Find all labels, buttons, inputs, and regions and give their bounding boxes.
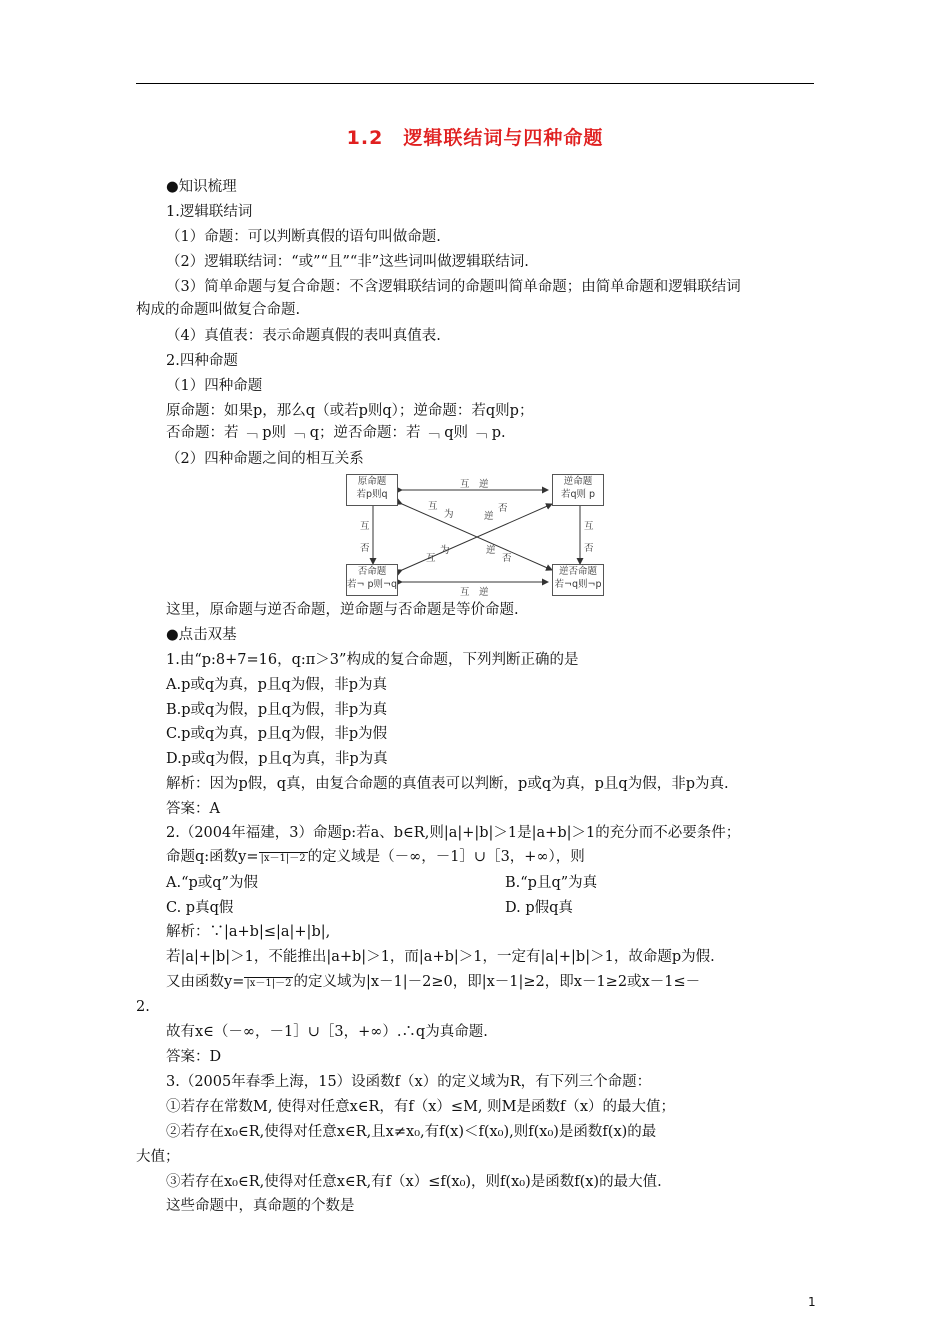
label-diag-2b: 为 [440, 545, 450, 556]
box-converse-proposition [552, 474, 604, 506]
section-heading-basics: ●点击双基 [166, 627, 237, 643]
label-diag-3: 逆 [484, 511, 494, 522]
text-span: 的定义域是（－∞，－1］∪［3，+∞），则 [307, 849, 585, 865]
option-2a: A.“p或q”为假 [166, 875, 258, 891]
statement-3-2-cont: 大值； [136, 1149, 180, 1165]
text-line: （1）四种命题 [166, 378, 263, 394]
box-formula: 若p则q [356, 489, 388, 500]
label-diag-4: 否 [498, 503, 508, 514]
text-span: 又由函数y= [166, 974, 245, 990]
text-line: （2）四种命题之间的相互关系 [166, 451, 364, 467]
question-2: 2.（2004年福建，3）命题p:若a、b∈R,则|a|+|b|＞1是|a+b|＞1的充分而不必要条件； [166, 825, 741, 841]
top-rule [136, 83, 814, 84]
sqrt-radicand: |x－1|－2 [246, 978, 292, 989]
box-label: 原命题 [357, 476, 387, 487]
solution-2-line-1: 解析：∵|a+b|≤|a|+|b|, [166, 924, 331, 940]
solution-2-line-4: 2. [136, 999, 150, 1015]
option-2d: D. p假q真 [505, 900, 573, 916]
label-right-2: 否 [584, 543, 594, 554]
sqrt-expression [244, 977, 293, 989]
box-contrapositive-proposition [552, 564, 604, 596]
text-line: 构成的命题叫做复合命题. [136, 302, 301, 318]
text-line: （4）真值表：表示命题真假的表叫真值表. [166, 328, 441, 344]
label-bottom-converse: 互 逆 [460, 587, 489, 598]
label-left-1: 互 [360, 521, 370, 532]
label-diag-2: 为 [444, 509, 454, 520]
option-1d: D.p或q为假，p且q为真，非p为真 [166, 751, 388, 767]
question-3: 3.（2005年春季上海，15）设函数f（x）的定义域为R，有下列三个命题： [166, 1074, 652, 1090]
box-label: 否命题 [357, 566, 387, 577]
box-inverse-proposition [346, 564, 398, 596]
text-line: 这里，原命题与逆否命题，逆命题与否命题是等价命题. [166, 602, 519, 618]
box-formula: 若¬ p则¬q [347, 579, 398, 590]
label-diag-1b: 互 [426, 553, 436, 564]
statement-3-2: ②若存在x₀∈R,使得对任意x∈R,且x≠x₀,有f(x)＜f(x₀),则f(x₀)是函数f(x)的最 [166, 1124, 657, 1140]
box-formula: 若¬q则¬p [554, 579, 602, 590]
answer-2: 答案：D [166, 1049, 222, 1065]
question-1: 1.由“p:8+7=16，q:π＞3”构成的复合命题，下列判断正确的是 [166, 652, 579, 668]
option-1a: A.p或q为真，p且q为假，非p为真 [166, 677, 387, 693]
label-left-2: 否 [360, 543, 370, 554]
solution-1: 解析：因为p假，q真，由复合命题的真值表可以判断，p或q为真，p且q为假，非p为真. [166, 776, 729, 792]
text-span: 命题q:函数y= [166, 849, 259, 865]
section-heading-knowledge: ●知识梳理 [166, 179, 237, 195]
answer-1: 答案：A [166, 801, 220, 817]
text-line: （2）逻辑联结词：“或”“且”“非”这些词叫做逻辑联结词. [166, 254, 529, 270]
text-line: （1）命题：可以判断真假的语句叫做命题. [166, 229, 441, 245]
box-original-proposition [346, 474, 398, 506]
page-number: 1 [808, 1295, 816, 1309]
sqrt-expression [259, 852, 308, 864]
box-label: 逆命题 [563, 476, 593, 487]
solution-2-line-5: 故有x∈（－∞，－1］∪［3，+∞）.∴q为真命题. [166, 1024, 488, 1040]
box-label: 逆否命题 [558, 566, 597, 577]
text-line: （3）简单命题与复合命题：不含逻辑联结词的命题叫简单命题；由简单命题和逻辑联结词 [166, 279, 741, 295]
label-right-1: 互 [584, 521, 594, 532]
option-1c: C.p或q为真，p且q为假，非p为假 [166, 726, 388, 742]
solution-2-line-3 [166, 972, 700, 994]
question-2-line-2 [166, 847, 585, 869]
label-diag-3b: 逆 [486, 545, 496, 556]
box-formula: 若q则 p [560, 489, 596, 500]
label-top-converse: 互 逆 [460, 479, 489, 490]
sqrt-radicand: |x－1|－2 [260, 853, 306, 864]
option-1b: B.p或q为假，p且q为假，非p为真 [166, 702, 388, 718]
label-diag-4b: 否 [502, 553, 512, 564]
subheading-connectives: 1.逻辑联结词 [166, 204, 253, 220]
text-line: 原命题：如果p，那么q（或若p则q）；逆命题：若q则p； [166, 403, 534, 419]
subheading-four-propositions: 2.四种命题 [166, 353, 238, 369]
statement-3-3: ③若存在x₀∈R,使得对任意x∈R,有f（x）≤f(x₀)，则f(x₀)是函数f(x)的最大值. [166, 1174, 662, 1190]
text-span: 的定义域为|x－1|－2≥0，即|x－1|≥2，即x－1≥2或x－1≤－ [293, 974, 701, 990]
proposition-relations-diagram [340, 470, 610, 598]
question-3-prompt: 这些命题中，真命题的个数是 [166, 1198, 355, 1214]
text-line: 否命题：若 ﹁ p则 ﹁ q；逆否命题：若 ﹁ q则 ﹁ p. [166, 425, 506, 441]
option-2c: C. p真q假 [166, 900, 234, 916]
option-2b: B.“p且q”为真 [505, 875, 598, 891]
page-title: 1.2 逻辑联结词与四种命题 [346, 127, 604, 149]
statement-3-1: ①若存在常数M, 使得对任意x∈R，有f（x）≤M, 则M是函数f（x）的最大值； [166, 1099, 676, 1115]
solution-2-line-2: 若|a|+|b|＞1，不能推出|a+b|＞1，而|a+b|＞1，一定有|a|+|b|＞1，故命题p为假. [166, 949, 715, 965]
label-diag-1: 互 [428, 501, 438, 512]
